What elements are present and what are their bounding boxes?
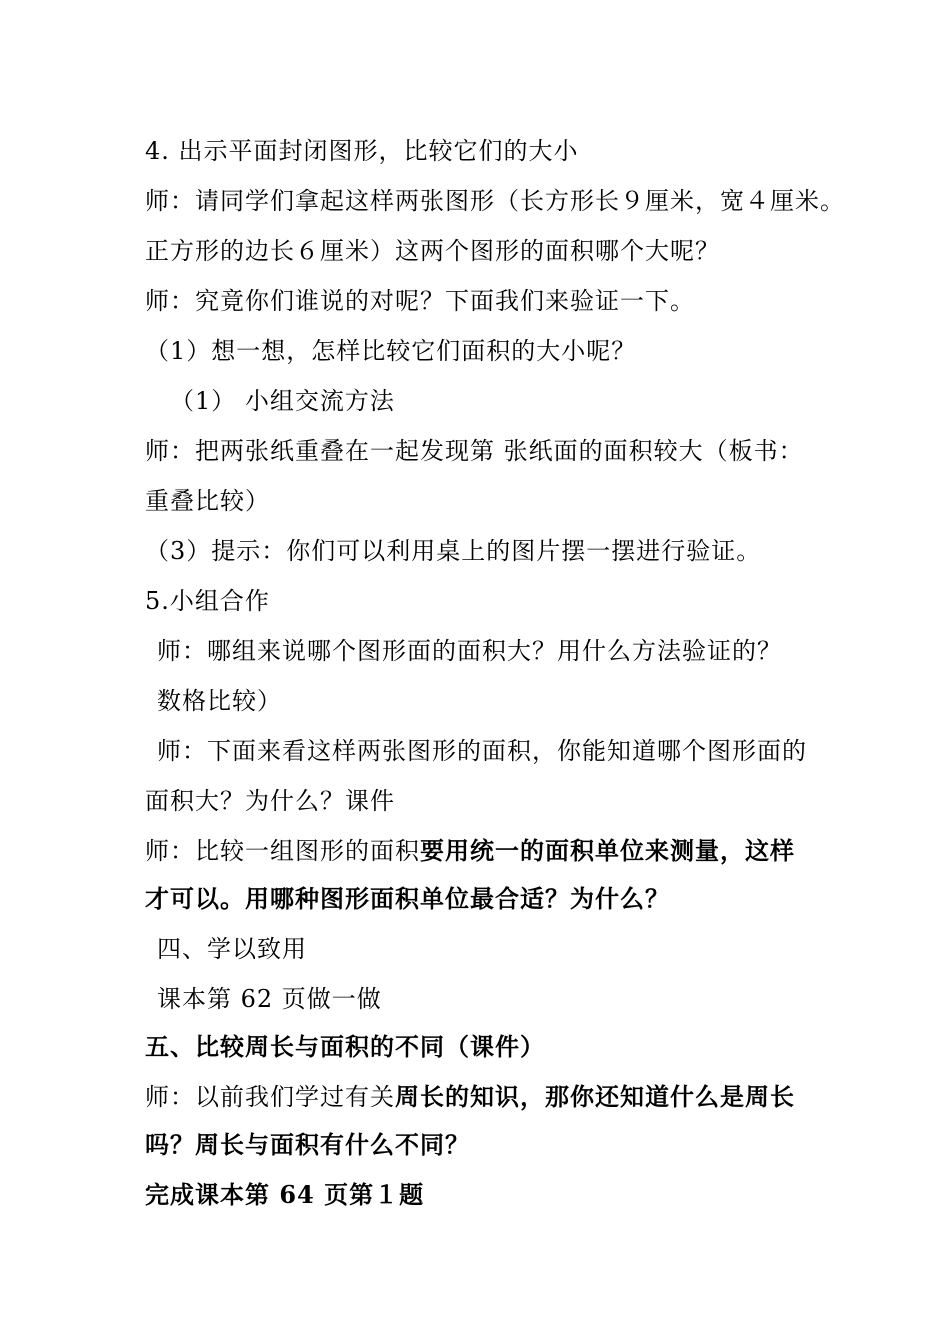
text-line xyxy=(145,126,845,176)
text-line xyxy=(145,1170,845,1220)
text-line xyxy=(145,276,845,326)
text-line xyxy=(145,476,845,526)
bold-text-segment: 吗？周长与面积有什么不同？ xyxy=(145,1130,470,1159)
text-line xyxy=(145,326,845,376)
heading-perimeter-vs-area: 五、比较周长与面积的不同（课件） xyxy=(145,1032,545,1061)
text-segment: 课本第 62 页做一做 xyxy=(157,985,382,1013)
heading-apply-learning: 四、学以致用 xyxy=(157,935,307,963)
text-line xyxy=(145,1022,845,1072)
bold-text-segment: 周长的知识，那你还知道什么是周长 xyxy=(395,1082,795,1111)
text-segment: 面积大？为什么？课件 xyxy=(145,787,395,815)
text-line xyxy=(157,924,857,974)
text-line xyxy=(157,974,857,1024)
text-segment: 重叠比较） xyxy=(145,487,270,515)
heading-group-work: 5.小组合作 xyxy=(145,587,270,615)
text-segment: 师：究竟你们谁说的对呢？下面我们来验证一下。 xyxy=(145,287,695,315)
text-line xyxy=(145,176,845,226)
heading-compare-shapes: 4. 出示平面封闭图形，比较它们的大小 xyxy=(145,137,579,165)
text-line xyxy=(157,726,857,776)
text-segment: （1） 小组交流方法 xyxy=(170,387,395,415)
text-segment: 师：请同学们拿起这样两张图形（长方形长９厘米，宽４厘米。 xyxy=(145,187,845,215)
text-segment: （3）提示：你们可以利用桌上的图片摆一摆进行验证。 xyxy=(145,537,762,565)
text-line xyxy=(145,426,845,476)
text-segment: 师：比较一组图形的面积 xyxy=(145,837,420,865)
text-line xyxy=(157,626,857,676)
text-line xyxy=(145,874,845,924)
text-line xyxy=(145,1072,845,1122)
text-segment: 师：把两张纸重叠在一起发现第 张纸面的面积较大（板书： xyxy=(145,437,804,465)
text-line xyxy=(145,576,845,626)
bold-text-segment: 才可以。用哪种图形面积单位最合适？为什么？ xyxy=(145,884,670,913)
text-line xyxy=(145,776,845,826)
text-segment: 正方形的边长６厘米）这两个图形的面积哪个大呢？ xyxy=(145,237,720,265)
text-line xyxy=(170,376,870,426)
text-line xyxy=(145,1120,845,1170)
text-segment: 师：以前我们学过有关 xyxy=(145,1083,395,1111)
text-line xyxy=(145,526,845,576)
text-line xyxy=(145,826,845,876)
bold-text-segment: 完成课本第 64 页第１题 xyxy=(145,1180,425,1209)
text-segment: 师：下面来看这样两张图形的面积，你能知道哪个图形面的 xyxy=(157,737,807,765)
text-segment: 数格比较） xyxy=(157,687,282,715)
text-line xyxy=(157,676,857,726)
text-segment: （1）想一想，怎样比较它们面积的大小呢？ xyxy=(145,337,637,365)
text-line xyxy=(145,226,845,276)
text-segment: 师：哪组来说哪个图形面的面积大？用什么方法验证的？ xyxy=(157,637,782,665)
bold-text-segment: 要用统一的面积单位来测量，这样 xyxy=(420,836,795,865)
